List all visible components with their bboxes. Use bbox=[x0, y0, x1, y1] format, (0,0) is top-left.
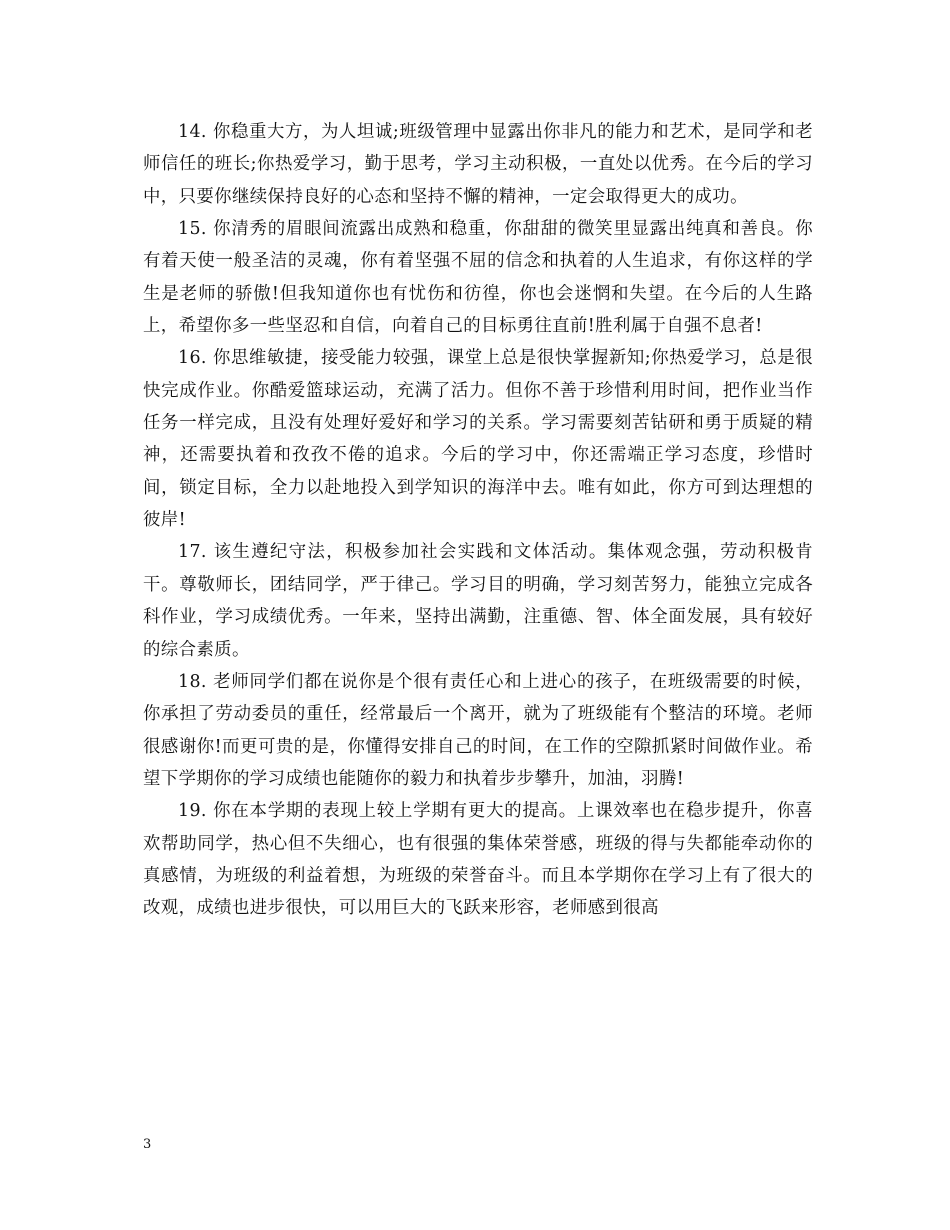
paragraph-14: 14. 你稳重大方，为人坦诚;班级管理中显露出你非凡的能力和艺术，是同学和老师信任的班长;你热爱学习，勤于思考，学习主动积极，一直处以优秀。在今后的学习中，只要你继续保持良好的心态和坚持不懈的精神，一定会取得更大的成功。 bbox=[143, 122, 813, 207]
paragraph-15: 15. 你清秀的眉眼间流露出成熟和稳重，你甜甜的微笑里显露出纯真和善良。你有着天使一般圣洁的灵魂，你有着坚强不屈的信念和执着的人生追求，有你这样的学生是老师的骄傲!但我知道你也有忧伤和彷徨，你也会迷惘和失望。在今后的人生路上，希望你多一些坚忍和自信，向着自己的目标勇往直前!胜利属于自强不息者! bbox=[143, 219, 813, 337]
paragraph-19: 19. 你在本学期的表现上较上学期有更大的提高。上课效率也在稳步提升，你喜欢帮助同学，热心但不失细心，也有很强的集体荣誉感，班级的得与失都能牵动你的真感情，为班级的利益着想，为班级的荣誉奋斗。而且本学期你在学习上有了很大的改观，成绩也进步很快，可以用巨大的飞跃来形容，老师感到很高 bbox=[143, 801, 813, 919]
document-body bbox=[143, 116, 813, 925]
paragraph-16: 16. 你思维敏捷，接受能力较强，课堂上总是很快掌握新知;你热爱学习，总是很快完成作业。你酷爱篮球运动，充满了活力。但你不善于珍惜利用时间，把作业当作任务一样完成，且没有处理好爱好和学习的关系。学习需要刻苦钻研和勇于质疑的精神，还需要执着和孜孜不倦的追求。今后的学习中，你还需端正学习态度，珍惜时间，锁定目标，全力以赴地投入到学知识的海洋中去。唯有如此，你方可到达理想的彼岸! bbox=[143, 348, 813, 531]
paragraph-17: 17. 该生遵纪守法，积极参加社会实践和文体活动。集体观念强，劳动积极肯干。尊敬师长，团结同学，严于律己。学习目的明确，学习刻苦努力，能独立完成各科作业，学习成绩优秀。一年来，坚持出满勤，注重德、智、体全面发展，具有较好的综合素质。 bbox=[143, 542, 813, 660]
page-number: 3 bbox=[143, 1137, 152, 1152]
paragraph-18: 18. 老师同学们都在说你是个很有责任心和上进心的孩子，在班级需要的时候，你承担了劳动委员的重任，经常最后一个离开，就为了班级能有个整洁的环境。老师很感谢你!而更可贵的是，你懂得安排自己的时间，在工作的空隙抓紧时间做作业。希望下学期你的学习成绩也能随你的毅力和执着步步攀升，加油，羽腾! bbox=[143, 671, 813, 789]
